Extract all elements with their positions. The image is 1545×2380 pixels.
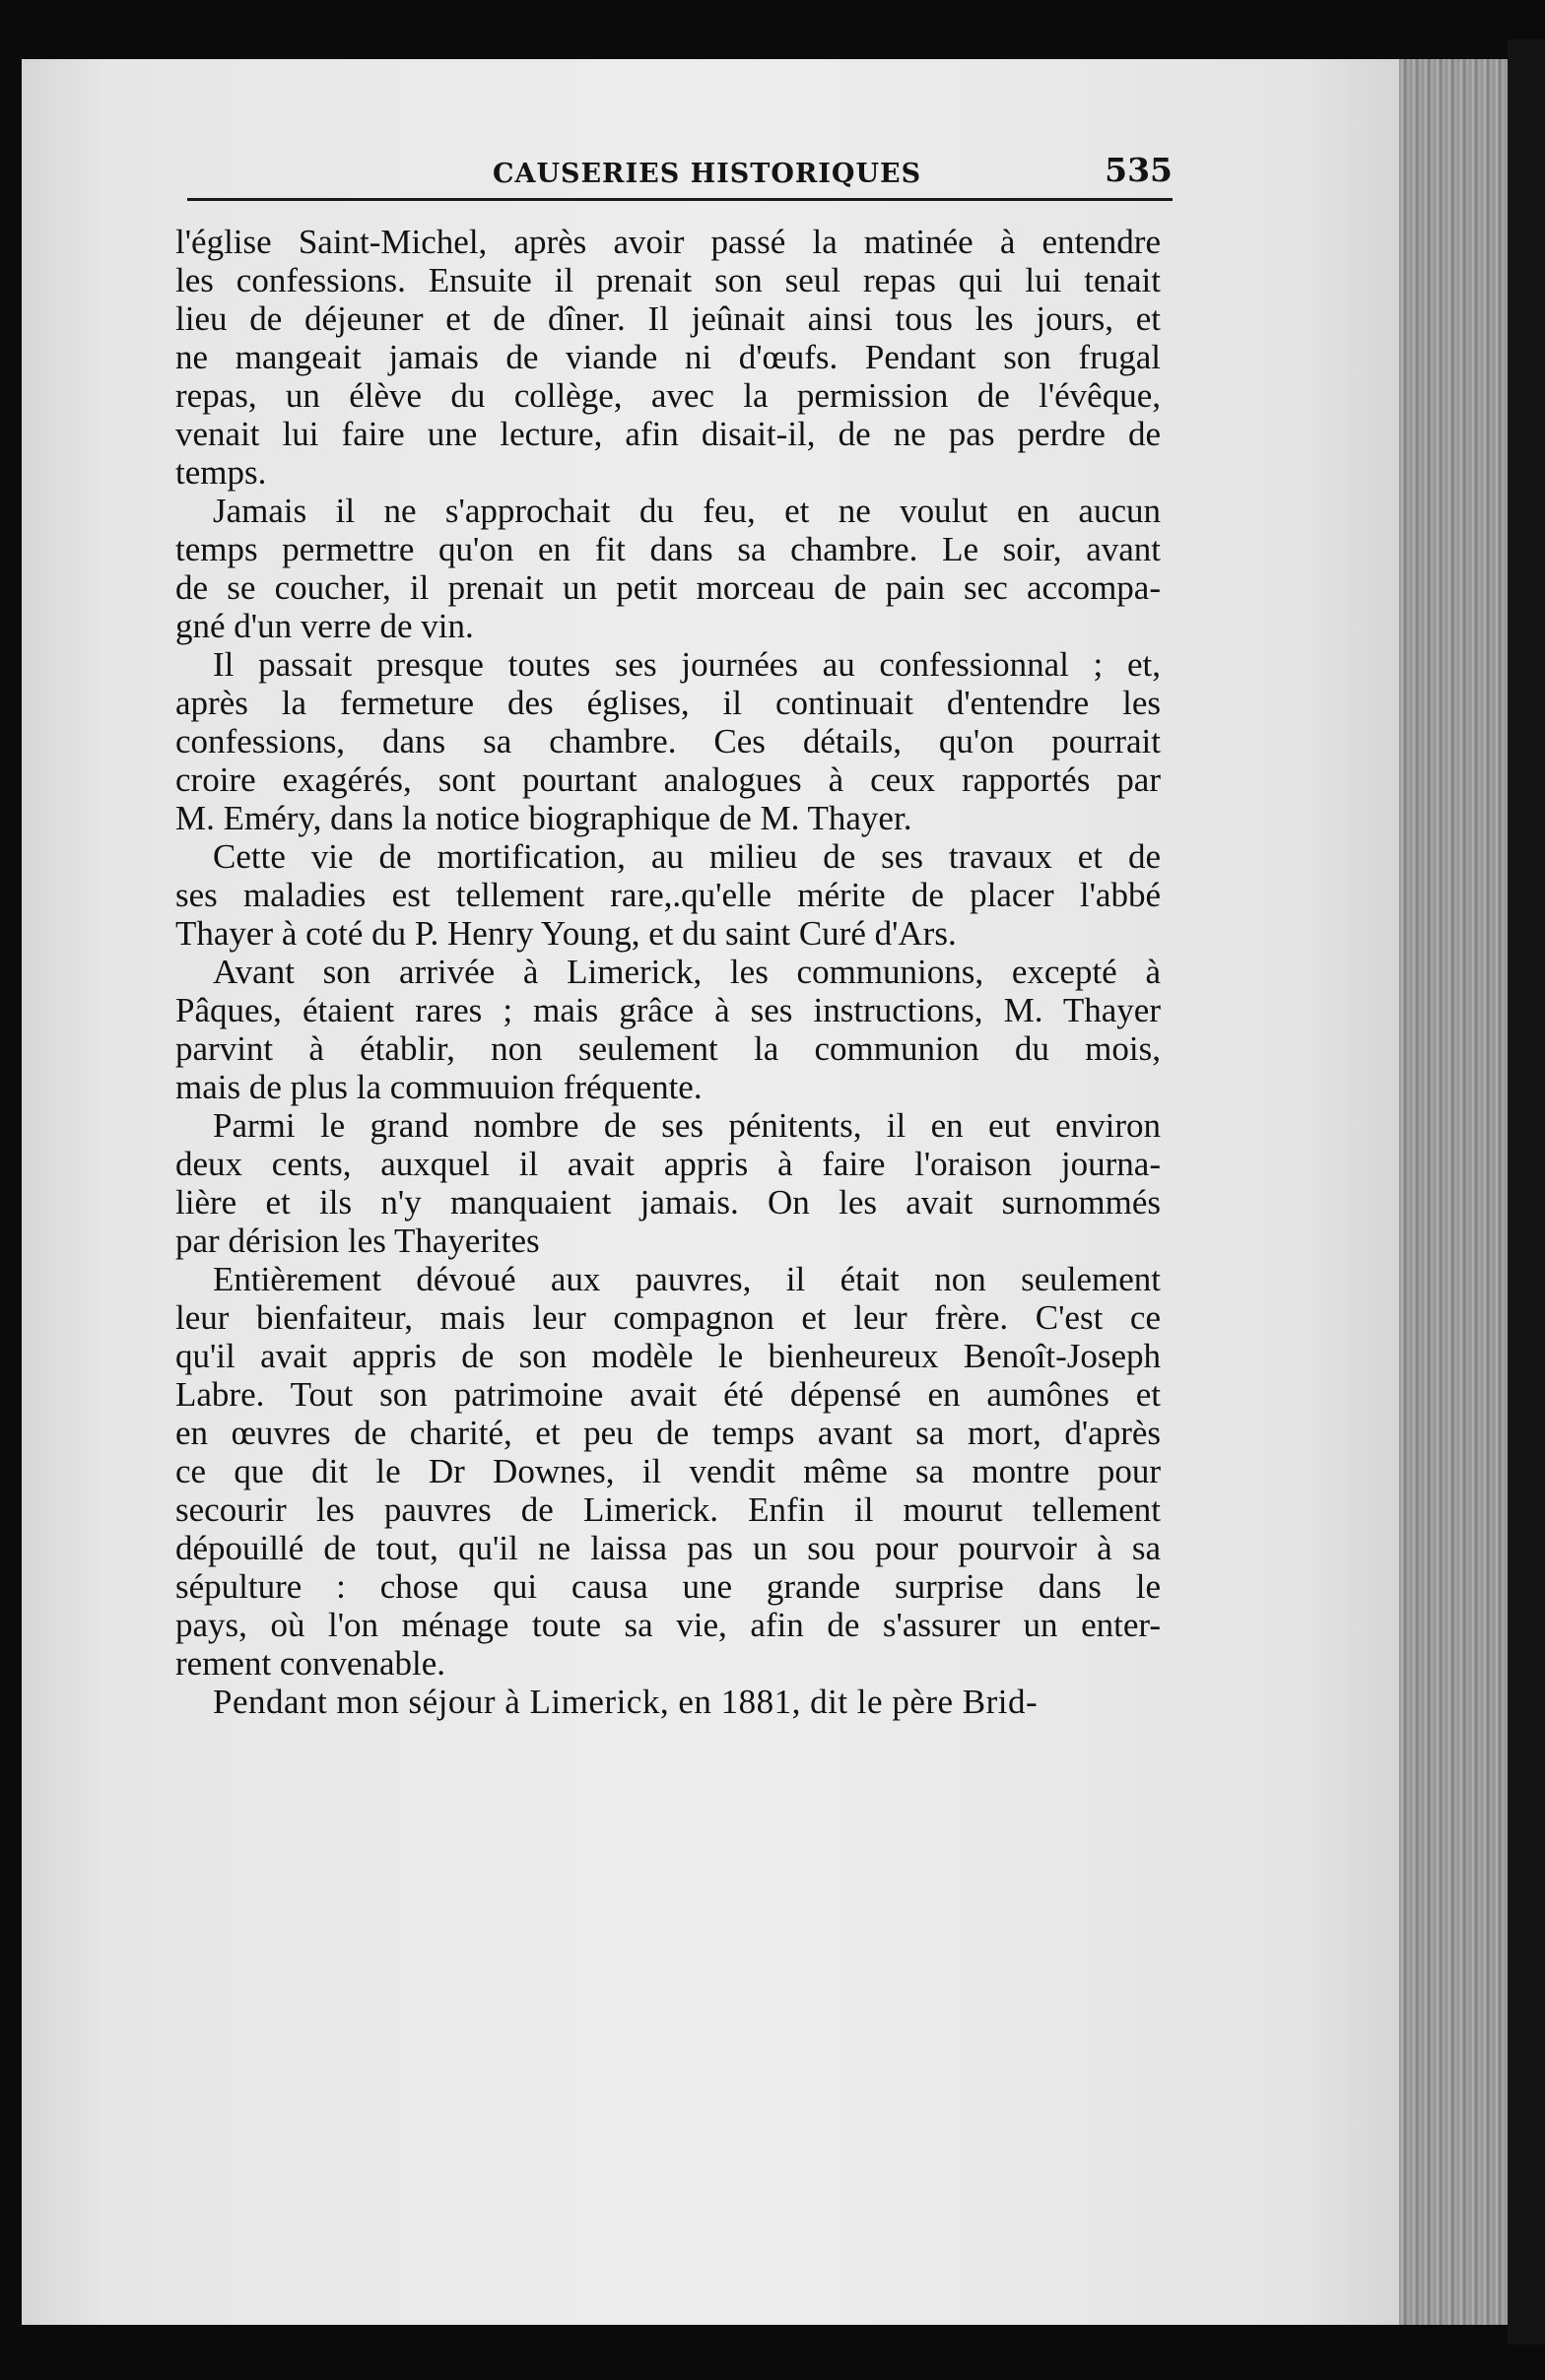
text-line: temps. — [175, 453, 267, 492]
text-line: ce que dit le Dr Downes, il vendit même sa montre pour — [175, 1452, 1161, 1490]
text-line: ne mangeait jamais de viande ni d'œufs. Pendant son frugal — [175, 338, 1161, 376]
text-line: Pendant mon séjour à Limerick, en 1881, dit le père Brid- — [213, 1683, 1039, 1721]
text-line: Labre. Tout son patrimoine avait été dépensé en aumônes et — [175, 1375, 1161, 1414]
text-line: mais de plus la commuuion fréquente. — [175, 1068, 703, 1106]
paragraph — [175, 837, 1161, 953]
text-line: venait lui faire une lecture, afin disait-il, de ne pas perdre de — [175, 415, 1161, 453]
paragraph — [175, 492, 1161, 645]
text-line: repas, un élève du collège, avec la permission de l'évêque, — [175, 376, 1161, 415]
text-line: dépouillé de tout, qu'il ne laissa pas un sou pour pourvoir à sa — [175, 1529, 1161, 1567]
text-line: par dérision les Thayerites — [175, 1222, 540, 1260]
running-title: CAUSERIES HISTORIQUES — [493, 159, 922, 189]
header-rule — [187, 198, 1173, 201]
text-line: après la fermeture des églises, il continuait d'entendre les — [175, 684, 1161, 722]
text-line: Cette vie de mortification, au milieu de ses travaux et de — [213, 837, 1161, 876]
text-line: M. Eméry, dans la notice biographique de M. Thayer. — [175, 799, 912, 837]
text-line: secourir les pauvres de Limerick. Enfin il mourut tellement — [175, 1490, 1161, 1529]
text-line: les confessions. Ensuite il prenait son seul repas qui lui tenait — [175, 261, 1161, 299]
page-header — [187, 151, 1173, 200]
scan-border — [1508, 39, 1545, 2345]
text-line: Entièrement dévoué aux pauvres, il était non seulement — [213, 1260, 1161, 1298]
book-edge — [1399, 59, 1508, 2325]
text-line: gné d'un verre de vin. — [175, 607, 474, 645]
text-line: ses maladies est tellement rare,.qu'elle mérite de placer l'abbé — [175, 876, 1161, 914]
text-line: rement convenable. — [175, 1644, 446, 1683]
text-line: Il passait presque toutes ses journées au confessionnal ; et, — [213, 645, 1161, 684]
text-line: deux cents, auxquel il avait appris à faire l'oraison journa- — [175, 1145, 1161, 1183]
text-line: Thayer à coté du P. Henry Young, et du saint Curé d'Ars. — [175, 914, 957, 953]
text-line: en œuvres de charité, et peu de temps avant sa mort, d'après — [175, 1414, 1161, 1452]
text-line: croire exagérés, sont pourtant analogues à ceux rapportés par — [175, 760, 1161, 799]
page-number: 535 — [1105, 151, 1173, 189]
paragraph — [175, 1260, 1161, 1683]
paragraph — [175, 1106, 1161, 1260]
text-line: lière et ils n'y manquaient jamais. On les avait surnommés — [175, 1183, 1161, 1222]
text-line: Avant son arrivée à Limerick, les communions, excepté à — [213, 953, 1161, 991]
text-line: Pâques, étaient rares ; mais grâce à ses instructions, M. Thayer — [175, 991, 1161, 1029]
text-line: sépulture : chose qui causa une grande surprise dans le — [175, 1567, 1161, 1606]
text-line: Parmi le grand nombre de ses pénitents, il en eut environ — [213, 1106, 1161, 1145]
body-text — [175, 223, 1161, 1721]
paragraph — [175, 223, 1161, 492]
text-line: l'église Saint-Michel, après avoir passé la matinée à entendre — [175, 223, 1161, 261]
paragraph — [175, 645, 1161, 837]
text-line: temps permettre qu'on en fit dans sa chambre. Le soir, avant — [175, 530, 1161, 568]
text-line: qu'il avait appris de son modèle le bienheureux Benoît-Joseph — [175, 1337, 1161, 1375]
text-line: parvint à établir, non seulement la communion du mois, — [175, 1029, 1161, 1068]
text-line: de se coucher, il prenait un petit morceau de pain sec accompa- — [175, 568, 1161, 607]
text-line: pays, où l'on ménage toute sa vie, afin de s'assurer un enter- — [175, 1606, 1161, 1644]
text-line: leur bienfaiteur, mais leur compagnon et leur frère. C'est ce — [175, 1298, 1161, 1337]
text-line: confessions, dans sa chambre. Ces détails, qu'on pourrait — [175, 722, 1161, 760]
paragraph — [175, 1683, 1161, 1721]
text-line: lieu de déjeuner et de dîner. Il jeûnait ainsi tous les jours, et — [175, 299, 1161, 338]
text-line: Jamais il ne s'approchait du feu, et ne voulut en aucun — [213, 492, 1161, 530]
paragraph — [175, 953, 1161, 1106]
